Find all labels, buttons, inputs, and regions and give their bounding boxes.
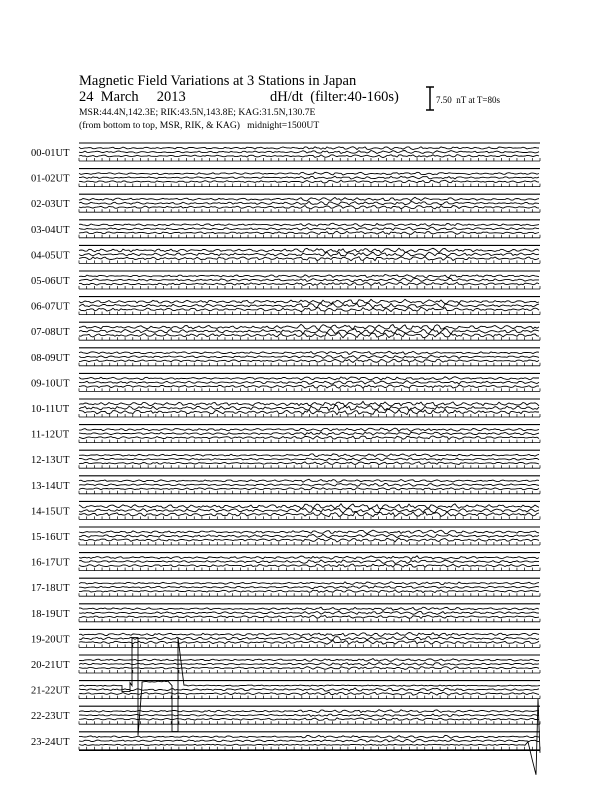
station-trace-kag bbox=[79, 409, 539, 414]
station-trace-rik bbox=[79, 303, 539, 308]
station-trace-msr bbox=[79, 401, 539, 406]
trace-row bbox=[31, 425, 540, 443]
station-trace-rik bbox=[79, 611, 539, 614]
station-trace-kag bbox=[79, 307, 539, 311]
station-trace-rik bbox=[79, 663, 539, 666]
station-trace-rik bbox=[79, 176, 539, 179]
trace-row bbox=[31, 706, 540, 724]
trace-row bbox=[31, 297, 540, 315]
station-trace-kag bbox=[79, 333, 539, 338]
station-trace-rik bbox=[79, 328, 539, 334]
station-trace-rik bbox=[79, 714, 539, 717]
station-trace-msr bbox=[79, 556, 539, 560]
station-trace-rik bbox=[79, 586, 539, 589]
station-trace-msr bbox=[79, 530, 539, 534]
station-trace-kag bbox=[79, 180, 539, 183]
trace-order-note: (from bottom to top, MSR, RIK, & KAG) midnight=1500UT bbox=[79, 120, 320, 131]
trace-row bbox=[31, 245, 540, 263]
trace-row bbox=[31, 476, 540, 494]
station-trace-msr bbox=[79, 197, 539, 201]
station-trace-kag bbox=[79, 718, 539, 721]
trace-row bbox=[31, 169, 540, 187]
row-time-label: 01-02UT bbox=[31, 173, 70, 185]
station-trace-rik bbox=[79, 560, 539, 564]
station-trace-msr bbox=[79, 172, 539, 175]
station-trace-msr bbox=[79, 275, 539, 278]
chart-quantity: dH/dt (filter:40-160s) bbox=[270, 89, 399, 105]
station-trace-msr bbox=[79, 324, 539, 329]
station-trace-kag bbox=[79, 436, 539, 440]
station-trace-msr bbox=[79, 479, 539, 482]
trace-row bbox=[31, 348, 540, 366]
station-trace-kag bbox=[79, 155, 539, 158]
trace-row bbox=[31, 271, 540, 289]
trace-row bbox=[31, 501, 540, 519]
station-trace-msr bbox=[79, 454, 539, 457]
station-trace-kag bbox=[79, 667, 539, 670]
station-trace-msr bbox=[79, 633, 539, 637]
station-trace-msr bbox=[79, 299, 539, 304]
row-time-label: 13-14UT bbox=[31, 480, 70, 492]
chart-title: Magnetic Field Variations at 3 Stations in Japan bbox=[79, 73, 357, 89]
chart-header bbox=[79, 73, 500, 131]
trace-row bbox=[31, 655, 540, 673]
station-trace-rik bbox=[79, 739, 539, 742]
station-trace-msr bbox=[79, 659, 539, 662]
station-trace-kag bbox=[79, 487, 539, 490]
station-trace-kag bbox=[79, 282, 539, 285]
station-trace-msr bbox=[79, 377, 539, 380]
station-trace-kag bbox=[79, 640, 539, 644]
row-time-label: 06-07UT bbox=[31, 301, 70, 313]
row-time-label: 04-05UT bbox=[31, 250, 70, 262]
station-trace-rik bbox=[79, 458, 539, 461]
row-time-label: 19-20UT bbox=[31, 634, 70, 646]
station-trace-rik bbox=[79, 688, 539, 691]
station-trace-kag bbox=[79, 257, 539, 261]
row-time-label: 09-10UT bbox=[31, 378, 70, 390]
row-time-label: 23-24UT bbox=[31, 736, 70, 748]
station-trace-msr bbox=[79, 710, 539, 713]
trace-row bbox=[31, 194, 540, 212]
station-trace-rik bbox=[79, 355, 539, 358]
station-trace-rik bbox=[79, 508, 539, 513]
station-trace-rik bbox=[79, 278, 539, 282]
station-trace-msr bbox=[79, 428, 539, 431]
station-trace-msr bbox=[79, 582, 539, 585]
station-trace-msr bbox=[79, 638, 540, 736]
station-trace-kag bbox=[79, 615, 539, 618]
row-time-label: 07-08UT bbox=[31, 327, 70, 339]
row-time-label: 02-03UT bbox=[31, 199, 70, 211]
station-trace-msr bbox=[79, 504, 539, 509]
trace-row bbox=[31, 450, 540, 468]
row-time-label: 03-04UT bbox=[31, 224, 70, 236]
row-time-label: 15-16UT bbox=[31, 532, 70, 543]
station-trace-rik bbox=[79, 252, 539, 256]
row-time-label: 10-11UT bbox=[31, 404, 70, 415]
row-time-label: 18-19UT bbox=[31, 608, 70, 620]
trace-row bbox=[31, 553, 540, 571]
station-trace-kag bbox=[79, 590, 539, 593]
trace-row bbox=[31, 399, 540, 417]
trace-row bbox=[31, 220, 540, 238]
row-time-label: 21-22UT bbox=[31, 685, 70, 697]
station-trace-kag bbox=[79, 359, 539, 362]
station-coordinates: MSR:44.4N,142.3E; RIK:43.5N,143.8E; KAG:31.5N,130.7E bbox=[79, 107, 316, 118]
scale-bar bbox=[426, 87, 434, 110]
station-trace-rik bbox=[79, 483, 539, 486]
row-time-label: 20-21UT bbox=[31, 660, 70, 671]
station-trace-kag bbox=[79, 385, 539, 388]
station-trace-msr bbox=[79, 607, 539, 610]
station-trace-msr bbox=[79, 735, 539, 738]
station-trace-kag bbox=[79, 231, 539, 234]
row-time-label: 17-18UT bbox=[31, 583, 70, 595]
trace-row bbox=[31, 373, 540, 391]
station-trace-msr bbox=[79, 248, 539, 252]
row-time-label: 12-13UT bbox=[31, 455, 70, 467]
row-time-label: 22-23UT bbox=[31, 711, 70, 723]
trace-row bbox=[31, 527, 540, 545]
row-time-label: 16-17UT bbox=[31, 557, 70, 569]
row-time-label: 08-09UT bbox=[31, 352, 70, 364]
station-trace-rik bbox=[79, 432, 539, 435]
station-trace-kag bbox=[79, 564, 539, 567]
station-trace-msr bbox=[79, 351, 539, 354]
row-time-label: 11-12UT bbox=[31, 429, 70, 441]
station-trace-kag bbox=[79, 538, 539, 542]
station-trace-rik bbox=[79, 151, 539, 154]
station-trace-rik bbox=[79, 534, 539, 537]
trace-row bbox=[31, 604, 540, 622]
station-trace-kag bbox=[79, 692, 539, 695]
trace-row bbox=[31, 699, 540, 775]
station-trace-kag bbox=[79, 206, 539, 210]
trace-row bbox=[31, 322, 540, 340]
trace-row bbox=[31, 578, 540, 596]
station-trace-rik bbox=[79, 227, 539, 230]
trace-rows bbox=[31, 143, 540, 775]
row-time-label: 00-01UT bbox=[31, 148, 70, 159]
chart-date: 24 March 2013 bbox=[79, 89, 186, 105]
scale-bar-label: 7.50 nT at T=80s bbox=[436, 95, 500, 105]
station-trace-rik bbox=[79, 381, 539, 385]
row-time-label: 05-06UT bbox=[31, 276, 70, 287]
station-trace-msr bbox=[79, 223, 539, 226]
trace-row bbox=[31, 638, 540, 736]
station-trace-rik bbox=[79, 637, 539, 641]
station-trace-msr bbox=[79, 147, 539, 150]
trace-row bbox=[31, 143, 540, 161]
trace-row bbox=[31, 629, 540, 647]
station-trace-rik bbox=[79, 201, 539, 205]
row-time-label: 14-15UT bbox=[31, 506, 70, 518]
station-trace-kag bbox=[79, 462, 539, 465]
